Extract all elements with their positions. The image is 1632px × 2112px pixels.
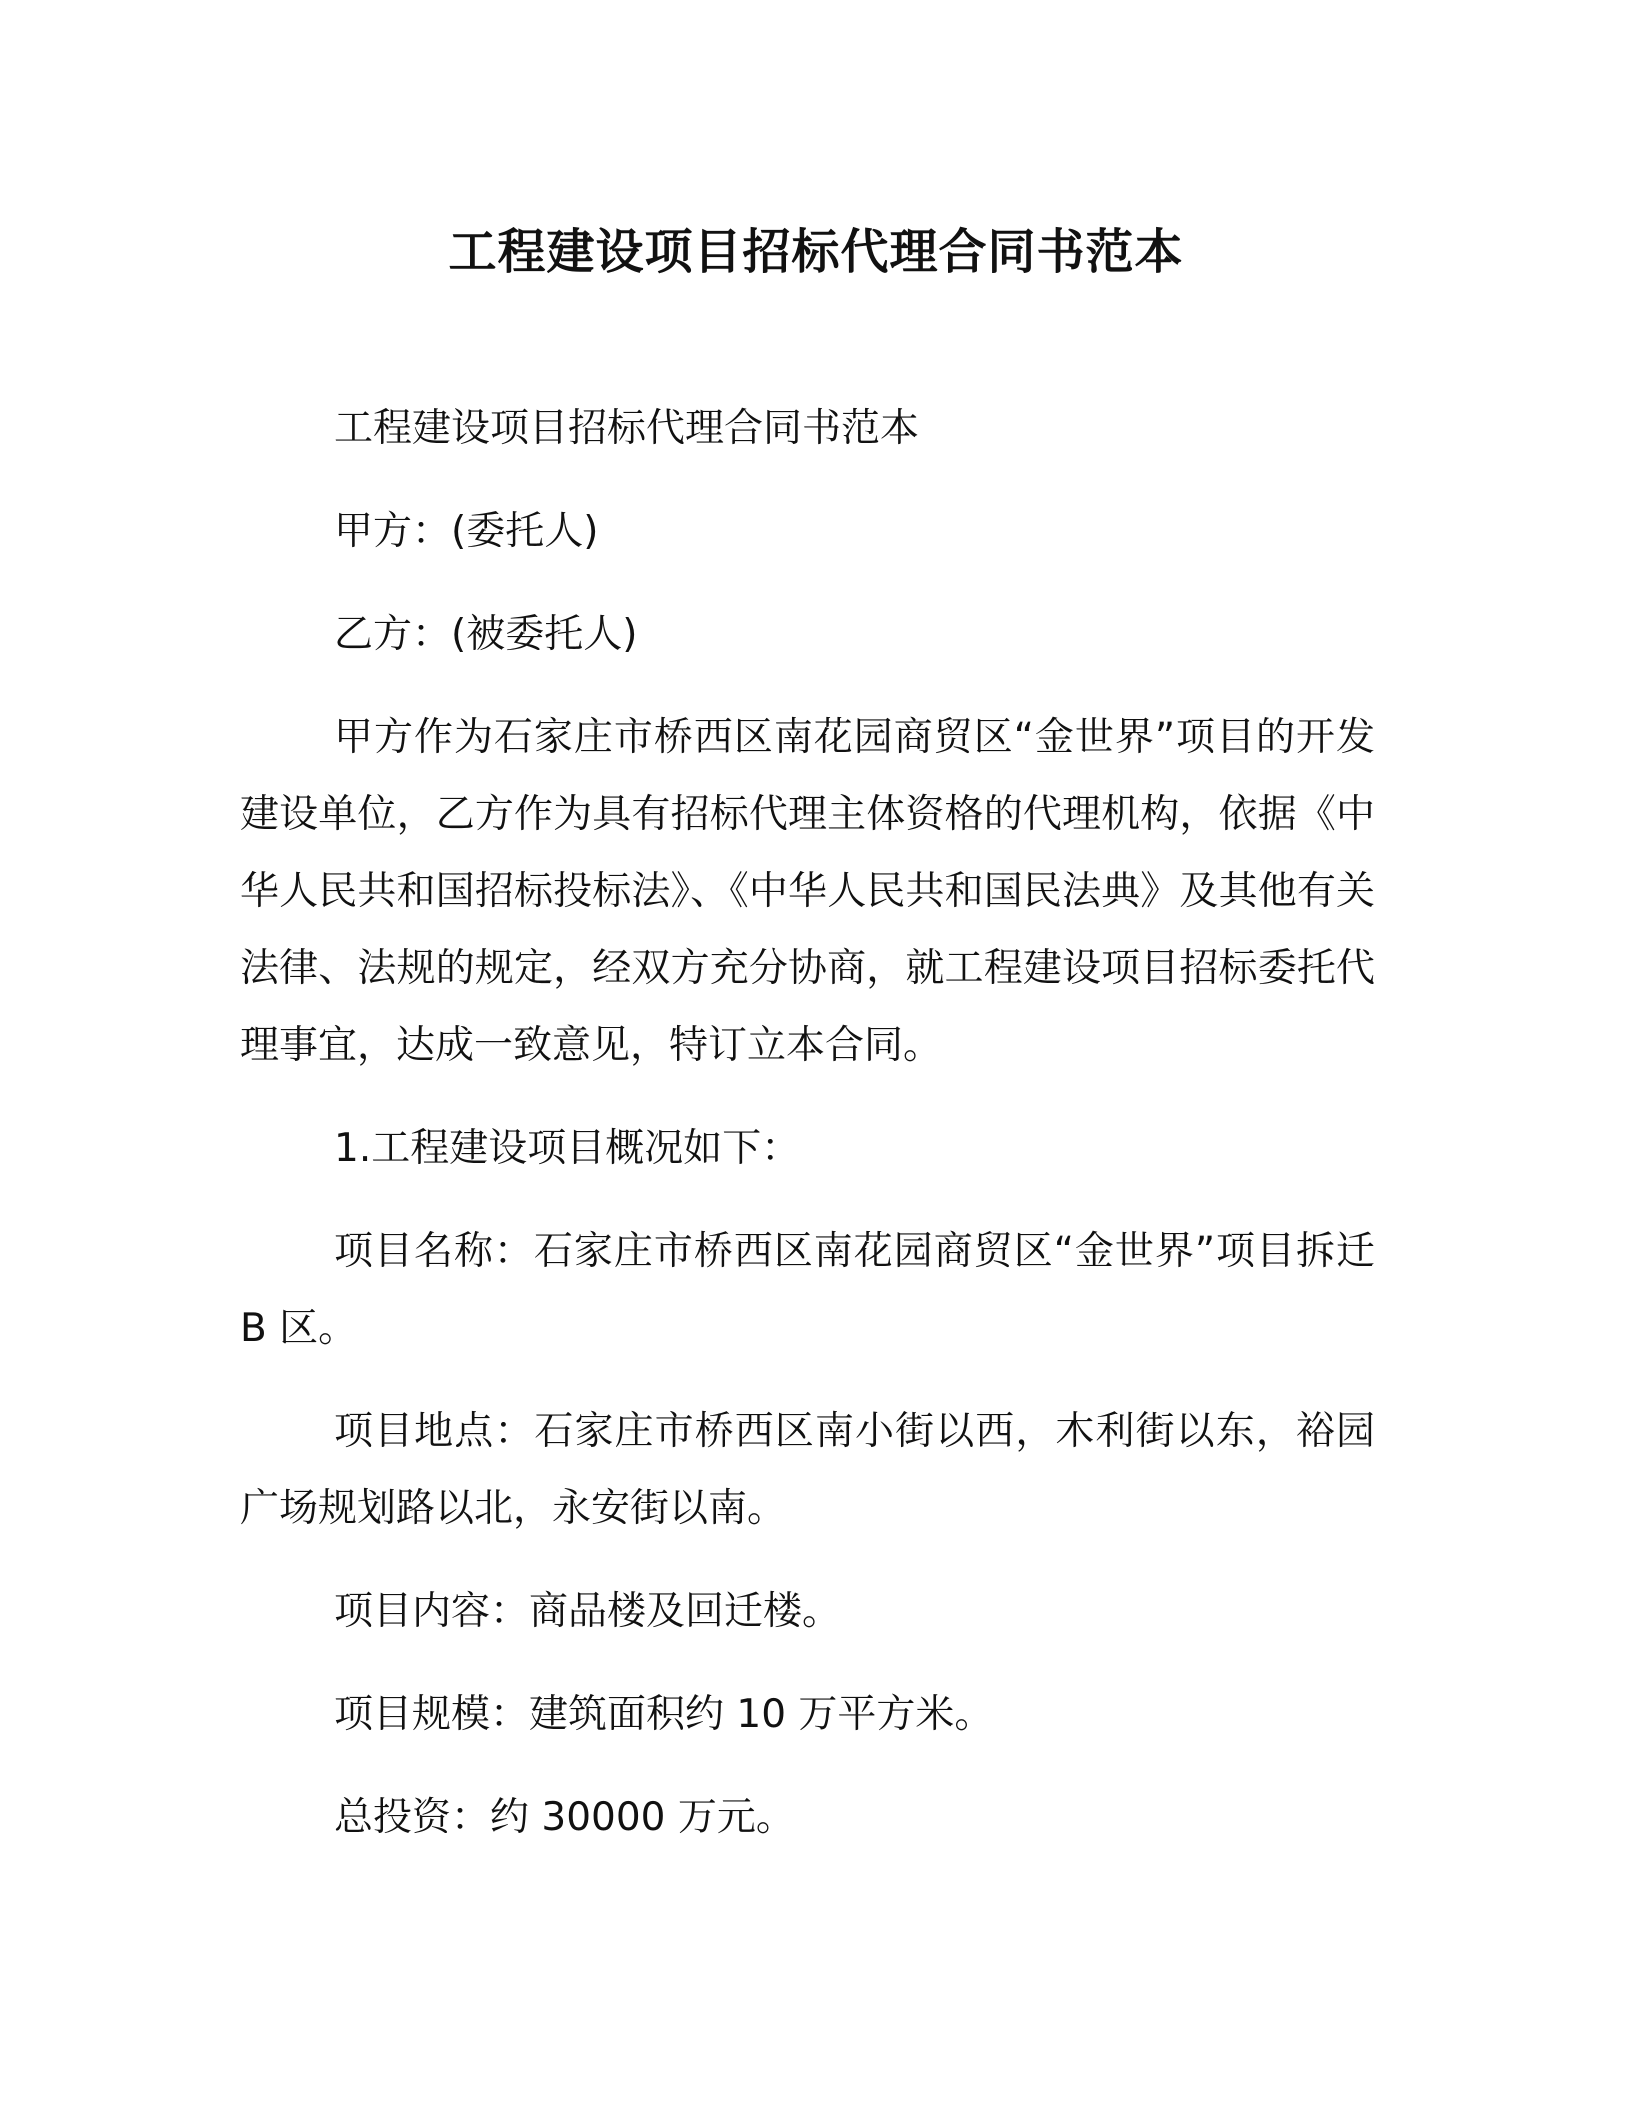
document-title: 工程建设项目招标代理合同书范本 — [448, 224, 1184, 280]
project-content-paragraph: 项目内容：商品楼及回迁楼。 — [334, 1589, 842, 1634]
project-overview-heading: 1.工程建设项目概况如下： — [334, 1126, 801, 1171]
project-name-paragraph: 项目名称：石家庄市桥西区南花园商贸区“金世界”项目拆迁 B 区。 — [240, 1229, 1375, 1351]
subtitle-paragraph: 工程建设项目招标代理合同书范本 — [334, 406, 920, 451]
total-investment-paragraph: 总投资：约 30000 万元。 — [334, 1795, 795, 1840]
document-body — [240, 390, 1375, 1882]
project-location-paragraph: 项目地点：石家庄市桥西区南小街以西，木利街以东，裕园广场规划路以北，永安街以南。 — [240, 1409, 1375, 1531]
preamble-paragraph: 甲方作为石家庄市桥西区南花园商贸区“金世界”项目的开发建设单位，乙方作为具有招标代理主体资格的代理机构，依据《中华人民共和国招标投标法》、《中华人民共和国民法典》及其他有关法律、法规的规定，经双方充分协商，就工程建设项目招标委托代理事宜，达成一致意见，特订立本合同。 — [240, 715, 1375, 1068]
party-a-paragraph: 甲方：(委托人) — [334, 509, 599, 554]
project-scale-paragraph: 项目规模：建筑面积约 10 万平方米。 — [334, 1692, 994, 1737]
party-b-paragraph: 乙方：(被委托人) — [334, 612, 638, 657]
